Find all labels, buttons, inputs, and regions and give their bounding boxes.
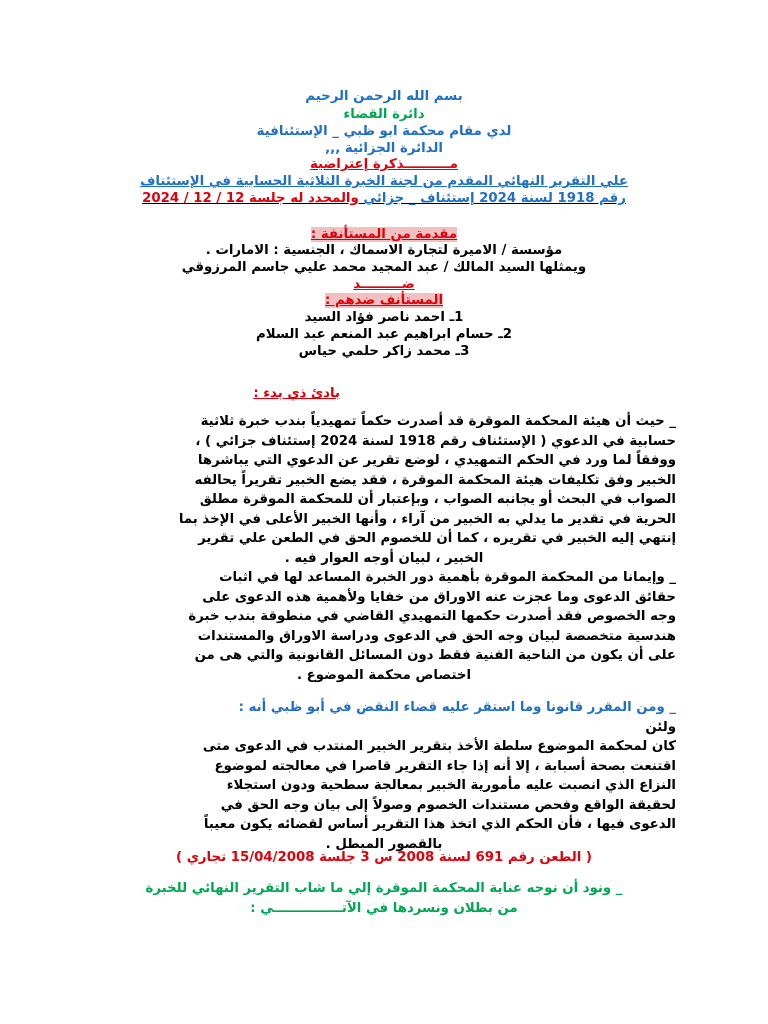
paragraph-3-lead-tail: ولئن [645,719,676,735]
paragraph-2 [92,568,676,685]
respondents-heading-row [60,292,708,309]
paragraph-line: ووفقاً لما ورد في الحكم التمهيدي ، لوضع تقرير عن الدعوي التي يباشرها [197,453,676,468]
paragraph-line: _ وإيمانا من المحكمة الموقرة بأهمية دور الخبرة المساعد لها في اثبات [219,570,676,585]
appellant-line-2: ويمثلها السيد المالك / عبد المجيد محمد عليي جاسم المرزوقي [181,260,587,275]
respondents-heading: المستأنف ضدهم : [325,293,443,308]
citation: ( الطعن رقم 691 لسنة 2008 س 3 جلسة 15/04/2008 تجاري ) [175,850,593,865]
paragraph-line: حسابية في الدعوي ( الإستئناف رقم 1918 لسنة 2024 إستئناف جزائي ) ، [195,433,676,449]
paragraph-line: على أن يكون من الناحية الفنية فقط دون المسائل القانونية والتي هى من [194,648,676,663]
appellant-line-1: مؤسسة / الاميرة لتجارة الاسماك ، الجنسية : الامارات . [205,243,563,258]
closing-line-2: من بطلان ونسردها في الآتـــــــــــــــي : [250,901,518,916]
paragraph-line: إنتهي إليه الخبير في تقريره ، كما أن للخصوم الحق في الطعن علي تقرير [198,531,676,546]
paragraph-line: اقتنعت بصحة أسبابة ، إلا أنه إذا جاء التقرير قاصرا في معالجته لموضوع [214,758,676,774]
respondent-item: 1ـ احمد ناصر فؤاد السيد [304,310,464,325]
memo-title: مــــــــــذكرة إعتراضية [309,157,459,172]
subject-line-1: علي التقرير النهائي المقدم من لجنة الخبرة الثلاثية الحسابية في الإستئناف [139,174,629,189]
circuit-name: الدائرة الجزائية ,,, [325,141,443,156]
respondent-item: 3ـ محمد زاكر حلمي حياس [298,344,470,359]
paragraph-line: لحقيقة الواقع وفحص مستندات الخصوم وصولاً إلى بيان وجه الحق في [220,797,676,813]
paragraph-line: حقائق الدعوى وما عجزت عنه الاوراق من خفايا ولأهمية هذه الدعوى على [202,589,676,605]
subject-line-2 [60,190,708,207]
paragraph-3 [92,698,676,854]
paragraph-1 [92,412,676,568]
appellant-heading: مقدمة من المستأنفة : [310,227,458,242]
paragraph-line: الدعوى فيها ، فأن الحكم الذي اتخذ هذا التقرير أساس لقضائه يكون معيباً [203,817,676,832]
basmala: بسم الله الرحمن الرحيم [305,89,463,104]
paragraph-line: هندسية متخصصة لبيان وجه الحق في الدعوى ودراسة الاوراق والمستندات [197,628,676,644]
paragraph-line: _ حيث أن هيئة المحكمة الموقرة قد أصدرت حكماً تمهيدياً بندب خبرة ثلاثية [200,414,676,429]
court-name: لدي مقام محكمة ابو ظبي _ الإستئنافية [256,124,512,139]
paragraph-line: الخبير وفق تكليفات هيئة المحكمة الموقرة ، فقد يضع الخبير تقريراً يحالفه [194,472,676,488]
paragraph-line: النزاع الذي انصبت عليه مأمورية الخبير بمعالجة سطحية ودون استجلاء [226,778,676,793]
paragraph-line: الخبير ، لبيان أوجه العوار فيه . [284,550,484,566]
intro-heading: بادئ ذي بدء : [253,386,340,401]
paragraph-line: الحرية في تقدير ما يدلي به الخبير من آراء ، وأنها الخبير الأعلى في الإخذ بما [178,511,676,527]
paragraph-line: بالقصور المبطل . [325,836,443,852]
paragraph-line [92,698,676,737]
paragraph-line: اختصاص محكمة الموضوع . [296,667,472,683]
closing-line-1: _ ونود أن نوجه عناية المحكمة الموقرة إلي ما شاب التقرير النهائي للخبرة [145,881,623,896]
session-date: والمحدد له جلسة 12 / 12 / 2024 [142,191,364,206]
paragraph-line: وجه الخصوص فقد أصدرت حكمها التمهيدي القاضي في منطوقة بندب خبرة [188,609,676,624]
case-number: رقم 1918 لسنة 2024 إستئناف _ جزائي [363,191,626,206]
respondent-item: 2ـ حسام ابراهيم عبد المنعم عبد السلام [255,327,513,342]
appellant-heading-row [60,226,708,243]
paragraph-line: الصواب في البحث أو يجانبه الصواب ، وبإعتبار أن للمحكمة الموقرة مطلق [199,492,676,507]
department: دائرة القضاء [343,107,425,122]
paragraph-3-lead: _ ومن المقرر قانونا وما استقر عليه قضاء النقض في أبو ظبي أنه : [238,700,676,715]
paragraph-line: كان لمحكمة الموضوع سلطة الأخذ بتقرير الخبير المنتدب في الدعوى متى [202,739,676,754]
against-label: ضـــــــــد [353,277,415,292]
